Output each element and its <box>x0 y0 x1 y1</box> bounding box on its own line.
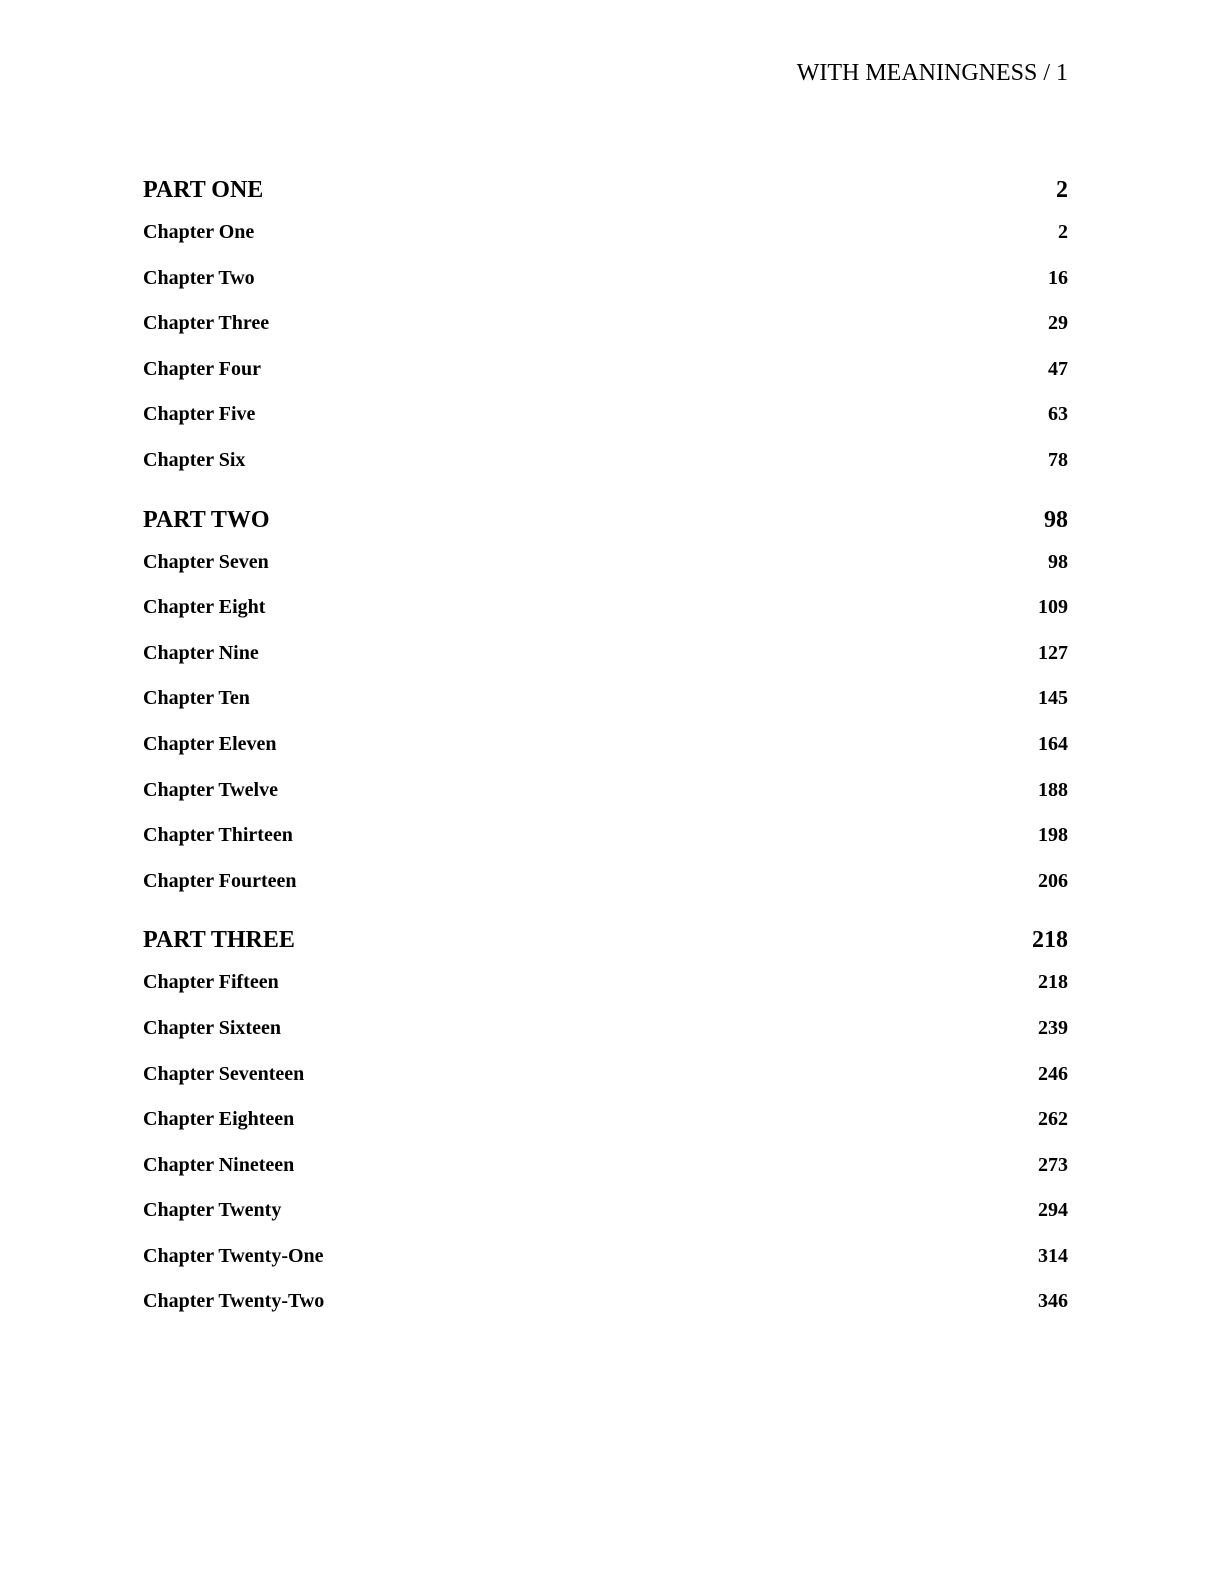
toc-chapter-entry[interactable] <box>143 631 1068 677</box>
chapter-title: Chapter Six <box>143 448 246 471</box>
toc-chapter-entry[interactable] <box>143 768 1068 814</box>
chapter-page-number: 47 <box>1048 357 1068 380</box>
toc-chapter-entry[interactable] <box>143 676 1068 722</box>
chapter-page-number: 98 <box>1048 550 1068 573</box>
chapter-page-number: 188 <box>1038 778 1068 801</box>
chapter-page-number: 78 <box>1048 448 1068 471</box>
part-title: PART ONE <box>143 177 264 203</box>
toc-chapter-entry[interactable] <box>143 1052 1068 1098</box>
toc-chapter-entry[interactable] <box>143 1097 1068 1143</box>
toc-chapter-entry[interactable] <box>143 540 1068 586</box>
chapter-page-number: 239 <box>1038 1016 1068 1039</box>
chapter-title: Chapter Ten <box>143 687 250 710</box>
part-title: PART THREE <box>143 927 295 954</box>
chapter-title: Chapter Two <box>143 266 255 289</box>
chapter-title: Chapter Seventeen <box>143 1062 305 1085</box>
chapter-title: Chapter Fifteen <box>143 971 279 994</box>
chapter-title: Chapter Thirteen <box>143 824 293 847</box>
toc-chapter-entry[interactable] <box>143 722 1068 768</box>
chapter-page-number: 346 <box>1038 1290 1068 1313</box>
toc-chapter-entry[interactable] <box>143 960 1068 1006</box>
part-page-number: 2 <box>1056 177 1068 203</box>
chapter-page-number: 109 <box>1038 596 1068 619</box>
toc-chapter-entry[interactable] <box>143 256 1068 302</box>
chapter-page-number: 164 <box>1038 732 1068 755</box>
chapter-title: Chapter Three <box>143 312 270 335</box>
part-page-number: 98 <box>1044 506 1068 533</box>
chapter-page-number: 273 <box>1038 1153 1068 1176</box>
chapter-page-number: 314 <box>1038 1244 1068 1267</box>
chapter-page-number: 294 <box>1038 1199 1068 1222</box>
toc-part-entry[interactable] <box>143 921 1068 959</box>
chapter-title: Chapter Twelve <box>143 778 278 801</box>
chapter-page-number: 218 <box>1038 971 1068 994</box>
chapter-title: Chapter Five <box>143 403 256 426</box>
chapter-title: Chapter One <box>143 221 255 243</box>
toc-chapter-entry[interactable] <box>143 585 1068 631</box>
chapter-title: Chapter Twenty-Two <box>143 1290 325 1313</box>
chapter-list <box>143 540 1068 905</box>
chapter-page-number: 262 <box>1038 1108 1068 1131</box>
chapter-title: Chapter Nineteen <box>143 1153 295 1176</box>
chapter-list <box>143 210 1068 484</box>
chapter-title: Chapter Eleven <box>143 732 277 755</box>
chapter-page-number: 63 <box>1048 403 1068 426</box>
chapter-title: Chapter Seven <box>143 550 269 573</box>
chapter-list <box>143 960 1068 1325</box>
toc-chapter-entry[interactable] <box>143 347 1068 393</box>
chapter-title: Chapter Fourteen <box>143 869 297 892</box>
part-page-number: 218 <box>1032 927 1068 954</box>
chapter-page-number: 16 <box>1048 266 1068 289</box>
toc-chapter-entry[interactable] <box>143 1006 1068 1052</box>
toc-chapter-entry[interactable] <box>143 438 1068 484</box>
toc-chapter-entry[interactable] <box>143 392 1068 438</box>
toc-part-entry[interactable] <box>143 171 1068 209</box>
toc-chapter-entry[interactable] <box>143 1188 1068 1234</box>
toc-chapter-entry[interactable] <box>143 859 1068 905</box>
toc-chapter-entry[interactable] <box>143 813 1068 859</box>
chapter-page-number: 246 <box>1038 1062 1068 1085</box>
toc-chapter-entry[interactable] <box>143 1234 1068 1280</box>
chapter-title: Chapter Sixteen <box>143 1016 281 1039</box>
table-of-contents <box>143 171 1068 1325</box>
toc-chapter-entry[interactable] <box>143 301 1068 347</box>
part-title: PART TWO <box>143 506 270 533</box>
toc-chapter-entry[interactable] <box>143 1279 1068 1325</box>
toc-part-entry[interactable] <box>143 501 1068 539</box>
chapter-title: Chapter Nine <box>143 641 259 664</box>
chapter-page-number: 145 <box>1038 687 1068 710</box>
toc-chapter-entry[interactable] <box>143 1143 1068 1189</box>
chapter-title: Chapter Eighteen <box>143 1108 295 1131</box>
toc-part <box>143 171 1068 484</box>
toc-chapter-entry[interactable] <box>143 210 1068 256</box>
chapter-page-number: 2 <box>1058 221 1068 243</box>
chapter-title: Chapter Twenty-One <box>143 1244 324 1267</box>
chapter-title: Chapter Eight <box>143 596 266 619</box>
running-header: WITH MEANINGNESS / 1 <box>796 60 1068 86</box>
chapter-page-number: 127 <box>1038 641 1068 664</box>
chapter-page-number: 29 <box>1048 312 1068 335</box>
chapter-page-number: 198 <box>1038 824 1068 847</box>
toc-part <box>143 501 1068 905</box>
toc-part <box>143 921 1068 1325</box>
chapter-title: Chapter Four <box>143 357 261 380</box>
chapter-page-number: 206 <box>1038 869 1068 892</box>
chapter-title: Chapter Twenty <box>143 1199 282 1222</box>
